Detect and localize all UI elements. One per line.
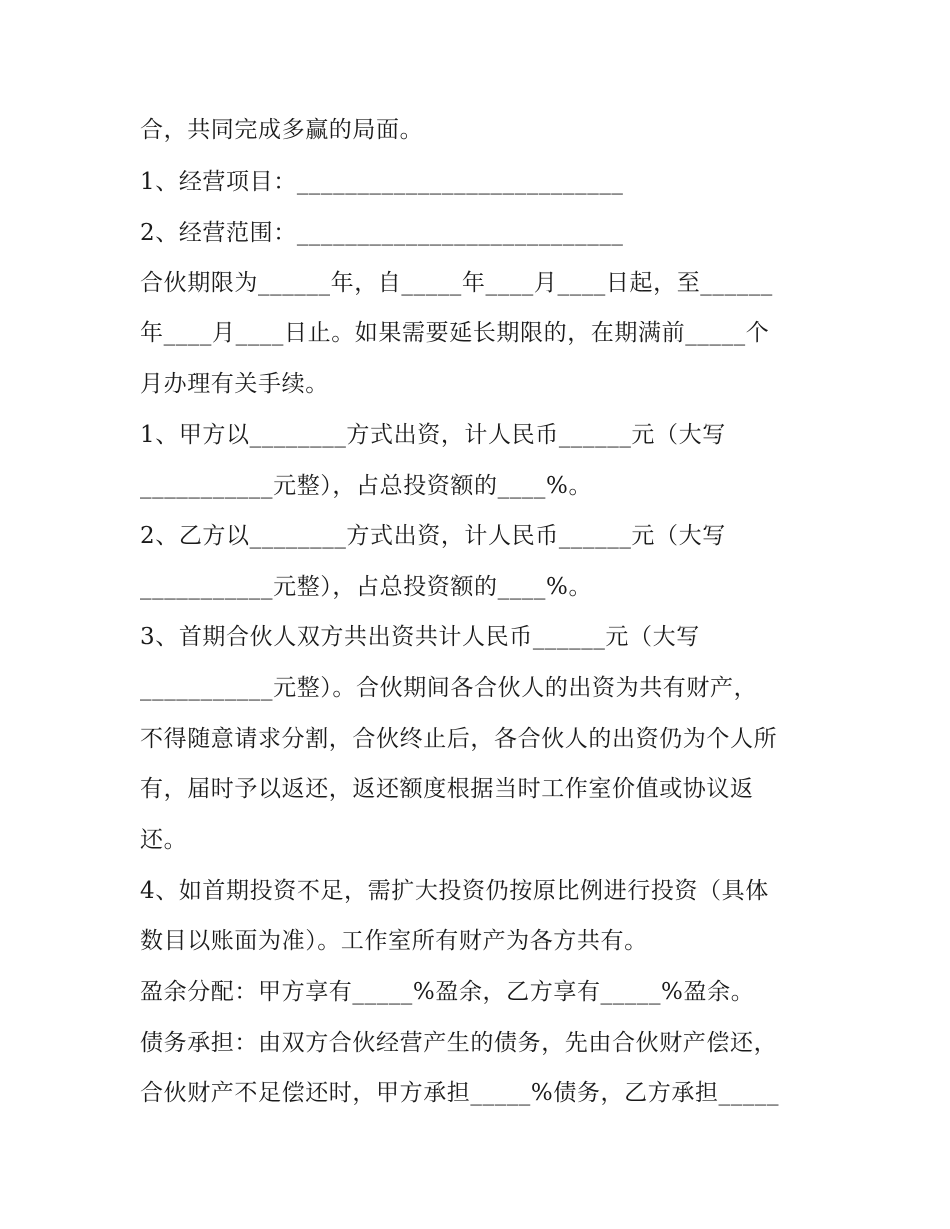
initial-investment-line: 3、首期合伙人双方共出资共计人民币______元（大写: [140, 624, 700, 650]
text-line: 年____月____日止。如果需要延长期限的，在期满前_____个: [140, 320, 770, 346]
text-line: ___________元整）。合伙期间各合伙人的出资为共有财产，: [140, 675, 758, 701]
partnership-term-line: 合伙期限为______年，自_____年____月____日起，至______: [140, 270, 773, 296]
text-line: 月办理有关手续。: [140, 371, 329, 397]
text-line: 有，届时予以返还，返还额度根据当时工作室价值或协议返: [140, 776, 754, 802]
text-line: ___________元整），占总投资额的____%。: [140, 473, 593, 499]
debt-liability-line: 债务承担：由双方合伙经营产生的债务，先由合伙财产偿还，: [140, 1030, 778, 1056]
text-line: ___________元整），占总投资额的____%。: [140, 574, 593, 600]
text-line: 数目以账面为准）。工作室所有财产为各方共有。: [140, 928, 648, 954]
additional-investment-line: 4、如首期投资不足，需扩大投资仍按原比例进行投资（具体: [140, 878, 769, 904]
party-a-contribution-line: 1、甲方以________方式出资，计人民币______元（大写: [140, 422, 726, 448]
text-line: 合伙财产不足偿还时，甲方承担_____%债务，乙方承担_____: [140, 1080, 780, 1106]
party-b-contribution-line: 2、乙方以________方式出资，计人民币______元（大写: [140, 523, 726, 549]
business-scope-line: 2、经营范围：___________________________: [140, 220, 624, 246]
business-project-line: 1、经营项目：___________________________: [140, 169, 624, 195]
text-line: 还。: [140, 827, 188, 853]
text-line: 合，共同完成多赢的局面。: [140, 117, 424, 143]
profit-distribution-line: 盈余分配：甲方享有_____%盈余，乙方享有_____%盈余。: [140, 979, 755, 1005]
text-line: 不得随意请求分割，合伙终止后，各合伙人的出资仍为个人所: [140, 726, 778, 752]
